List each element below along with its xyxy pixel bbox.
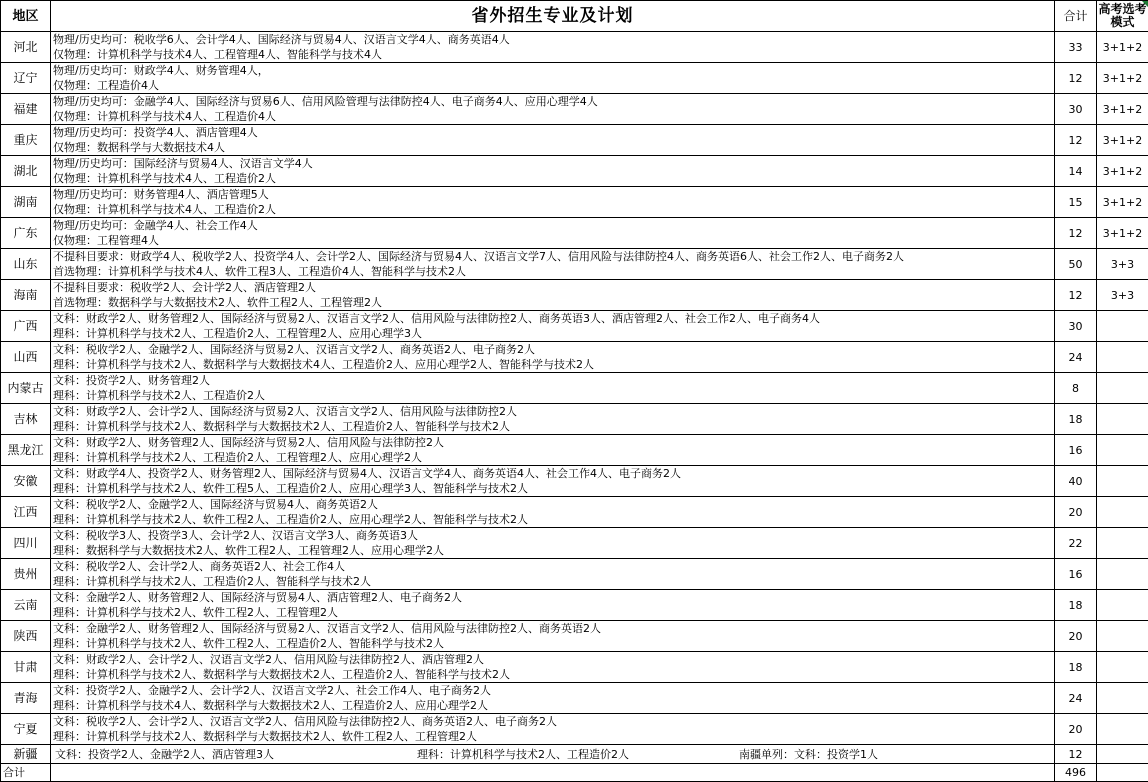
exam-mode-cell [1097,714,1148,745]
plan-cell [51,435,1055,466]
region-cell: 宁夏 [1,714,51,745]
plan-cell [51,745,1055,764]
region-cell: 黑龙江 [1,435,51,466]
exam-mode-cell: 3+1+2 [1097,94,1148,125]
region-cell: 山西 [1,342,51,373]
plan-line-2: 仅物理：计算机科学与技术4人、工程管理4人、智能科学与技术4人 [53,47,1054,62]
plan-line-2: 仅物理：工程造价4人 [53,78,1054,93]
plan-cell [51,652,1055,683]
plan-line-1: 文科：财政学4人、投资学2人、财务管理2人、国际经济与贸易4人、汉语言文学4人、商务英语4人、社会工作4人、电子商务2人 [53,466,1054,481]
region-cell: 青海 [1,683,51,714]
plan-cell [51,94,1055,125]
region-cell: 海南 [1,280,51,311]
total-cell: 15 [1055,187,1097,218]
table-row [1,311,1148,342]
region-cell: 四川 [1,528,51,559]
plan-line-2: 理科：计算机科学与技术2人、工程造价2人、工程管理2人、应用心理学3人 [53,326,1054,341]
header-total: 合计 [1055,1,1097,32]
total-cell: 22 [1055,528,1097,559]
table-row [1,280,1148,311]
grand-total-value: 496 [1055,764,1097,782]
plan-line-2: 理科：计算机科学与技术2人、工程造价2人、智能科学与技术2人 [53,574,1054,589]
region-cell: 内蒙古 [1,373,51,404]
plan-line-2: 首选物理：计算机科学与技术4人、软件工程3人、工程造价4人、智能科学与技术2人 [53,264,1054,279]
exam-mode-cell [1097,590,1148,621]
plan-line-1: 物理/历史均可：国际经济与贸易4人、汉语言文学4人 [53,156,1054,171]
plan-cell [51,218,1055,249]
total-cell: 18 [1055,652,1097,683]
xinjiang-science: 理科：计算机科学与技术2人、工程造价2人 [417,747,739,762]
total-cell: 12 [1055,745,1097,764]
total-cell: 24 [1055,342,1097,373]
plan-line-2: 理科：计算机科学与技术2人、数据科学与大数据技术2人、软件工程2人、工程管理2人 [53,729,1054,744]
exam-mode-cell [1097,373,1148,404]
plan-line-1: 文科：税收学2人、金融学2人、国际经济与贸易2人、汉语言文学2人、商务英语2人、电子商务2人 [53,342,1054,357]
table-row [1,714,1148,745]
table-row [1,94,1148,125]
total-cell: 20 [1055,497,1097,528]
table-row [1,404,1148,435]
table-row [1,683,1148,714]
table-row [1,63,1148,94]
total-cell: 8 [1055,373,1097,404]
plan-line-1: 文科：税收学2人、金融学2人、国际经济与贸易4人、商务英语2人 [53,497,1054,512]
header-exam-mode-label: 高考选考模式 [1098,2,1146,29]
grand-total-label: 合计 [1,764,51,782]
grand-total-empty [51,764,1055,782]
plan-line-1: 不提科目要求：财政学4人、税收学2人、投资学4人、会计学2人、国际经济与贸易4人、汉语言文学7人、信用风险与法律防控4人、商务英语6人、社会工作2人、电子商务2人 [53,249,1054,264]
region-cell: 辽宁 [1,63,51,94]
plan-line-1: 物理/历史均可：财政学4人、财务管理4人， [53,63,1054,78]
plan-line-1: 文科：金融学2人、财务管理2人、国际经济与贸易2人、汉语言文学2人、信用风险与法律防控2人、商务英语2人 [53,621,1054,636]
plan-cell [51,466,1055,497]
plan-cell [51,32,1055,63]
table-row [1,342,1148,373]
plan-line-1: 文科：投资学2人、财务管理2人 [53,373,1054,388]
plan-line-2: 仅物理：工程管理4人 [53,233,1054,248]
total-cell: 12 [1055,280,1097,311]
exam-mode-cell: 3+1+2 [1097,218,1148,249]
plan-line-2: 理科：计算机科学与技术2人、软件工程5人、工程造价2人、应用心理学3人、智能科学与技术2人 [53,481,1054,496]
plan-line-2: 理科：计算机科学与技术2人、软件工程2人、工程管理2人 [53,605,1054,620]
exam-mode-cell [1097,621,1148,652]
total-cell: 30 [1055,311,1097,342]
plan-line-2: 理科：数据科学与大数据技术2人、软件工程2人、工程管理2人、应用心理学2人 [53,543,1054,558]
plan-cell [51,125,1055,156]
plan-cell [51,559,1055,590]
total-cell: 20 [1055,714,1097,745]
total-cell: 20 [1055,621,1097,652]
total-cell: 16 [1055,559,1097,590]
region-cell: 湖北 [1,156,51,187]
plan-line-1: 文科：税收学2人、会计学2人、商务英语2人、社会工作4人 [53,559,1054,574]
exam-mode-cell: 3+3 [1097,249,1148,280]
cell-marker-icon [1142,1,1148,7]
plan-cell [51,342,1055,373]
xinjiang-plan [53,745,1054,763]
xinjiang-south: 南疆单列：文科：投资学1人 [739,747,878,762]
region-cell: 广东 [1,218,51,249]
plan-line-2: 理科：计算机科学与技术4人、数据科学与大数据技术2人、工程造价2人、应用心理学2人 [53,698,1054,713]
exam-mode-cell [1097,652,1148,683]
exam-mode-cell [1097,435,1148,466]
table-row [1,528,1148,559]
table-row [1,621,1148,652]
plan-line-1: 文科：财政学2人、财务管理2人、国际经济与贸易2人、汉语言文学2人、信用风险与法律防控2人、商务英语3人、酒店管理2人、社会工作2人、电子商务4人 [53,311,1054,326]
plan-line-2: 仅物理：数据科学与大数据技术4人 [53,140,1054,155]
region-cell: 陕西 [1,621,51,652]
plan-cell [51,311,1055,342]
exam-mode-cell [1097,311,1148,342]
plan-line-1: 物理/历史均可：税收学6人、会计学4人、国际经济与贸易4人、汉语言文学4人、商务英语4人 [53,32,1054,47]
region-cell: 河北 [1,32,51,63]
region-cell: 安徽 [1,466,51,497]
plan-line-2: 仅物理：计算机科学与技术4人、工程造价4人 [53,109,1054,124]
plan-line-2: 理科：计算机科学与技术2人、软件工程2人、工程造价2人、应用心理学2人、智能科学与技术2人 [53,512,1054,527]
table-row [1,590,1148,621]
region-cell: 甘肃 [1,652,51,683]
plan-cell [51,280,1055,311]
plan-line-2: 仅物理：计算机科学与技术4人、工程造价2人 [53,171,1054,186]
region-cell: 湖南 [1,187,51,218]
table-row-xinjiang [1,745,1148,764]
plan-cell [51,714,1055,745]
plan-line-1: 文科：投资学2人、金融学2人、会计学2人、汉语言文学2人、社会工作4人、电子商务2人 [53,683,1054,698]
total-cell: 12 [1055,63,1097,94]
grand-total-row [1,764,1148,782]
plan-line-1: 文科：财政学2人、会计学2人、汉语言文学2人、信用风险与法律防控2人、酒店管理2人 [53,652,1054,667]
plan-cell [51,590,1055,621]
plan-line-1: 不提科目要求：税收学2人、会计学2人、酒店管理2人 [53,280,1054,295]
plan-line-2: 理科：计算机科学与技术2人、软件工程2人、工程造价2人、智能科学与技术2人 [53,636,1054,651]
plan-cell [51,683,1055,714]
table-row [1,435,1148,466]
exam-mode-cell: 3+1+2 [1097,156,1148,187]
exam-mode-cell: 3+1+2 [1097,187,1148,218]
total-cell: 12 [1055,218,1097,249]
exam-mode-cell [1097,745,1148,764]
plan-line-1: 物理/历史均可：金融学4人、社会工作4人 [53,218,1054,233]
total-cell: 33 [1055,32,1097,63]
grand-total-mode [1097,764,1148,782]
plan-cell [51,156,1055,187]
exam-mode-cell [1097,342,1148,373]
header-exam-mode [1097,1,1148,32]
total-cell: 40 [1055,466,1097,497]
total-cell: 24 [1055,683,1097,714]
plan-cell [51,373,1055,404]
region-cell: 广西 [1,311,51,342]
plan-line-1: 文科：财政学2人、会计学2人、国际经济与贸易2人、汉语言文学2人、信用风险与法律防控2人 [53,404,1054,419]
exam-mode-cell [1097,683,1148,714]
region-cell: 云南 [1,590,51,621]
plan-cell [51,187,1055,218]
region-cell: 福建 [1,94,51,125]
plan-line-2: 理科：计算机科学与技术2人、数据科学与大数据技术2人、工程造价2人、智能科学与技术2人 [53,419,1054,434]
plan-line-2: 理科：计算机科学与技术2人、数据科学与大数据技术4人、工程造价2人、应用心理学2人、智能科学与技术2人 [53,357,1054,372]
region-cell: 贵州 [1,559,51,590]
table-row [1,125,1148,156]
plan-line-1: 文科：税收学2人、会计学2人、汉语言文学2人、信用风险与法律防控2人、商务英语2人、电子商务2人 [53,714,1054,729]
total-cell: 16 [1055,435,1097,466]
plan-line-2: 理科：计算机科学与技术2人、数据科学与大数据技术2人、工程造价2人、智能科学与技术2人 [53,667,1054,682]
table-row [1,156,1148,187]
plan-line-1: 文科：财政学2人、财务管理2人、国际经济与贸易2人、信用风险与法律防控2人 [53,435,1054,450]
table-row [1,187,1148,218]
table-row [1,652,1148,683]
plan-cell [51,528,1055,559]
plan-line-2: 理科：计算机科学与技术2人、工程造价2人 [53,388,1054,403]
xinjiang-arts: 文科：投资学2人、金融学2人、酒店管理3人 [55,747,417,762]
total-cell: 30 [1055,94,1097,125]
total-cell: 14 [1055,156,1097,187]
exam-mode-cell [1097,559,1148,590]
total-cell: 18 [1055,590,1097,621]
table-row [1,497,1148,528]
total-cell: 50 [1055,249,1097,280]
plan-cell [51,404,1055,435]
table-title: 省外招生专业及计划 [51,1,1055,32]
header-row [1,1,1148,32]
plan-cell [51,63,1055,94]
region-cell: 重庆 [1,125,51,156]
plan-line-2: 首选物理：数据科学与大数据技术2人、软件工程2人、工程管理2人 [53,295,1054,310]
exam-mode-cell: 3+1+2 [1097,63,1148,94]
table-row [1,559,1148,590]
plan-cell [51,249,1055,280]
plan-line-1: 文科：金融学2人、财务管理2人、国际经济与贸易4人、酒店管理2人、电子商务2人 [53,590,1054,605]
exam-mode-cell: 3+1+2 [1097,32,1148,63]
exam-mode-cell [1097,497,1148,528]
table-row [1,218,1148,249]
plan-line-1: 物理/历史均可：金融学4人、国际经济与贸易6人、信用风险管理与法律防控4人、电子商务4人、应用心理学4人 [53,94,1054,109]
region-cell: 山东 [1,249,51,280]
plan-cell [51,621,1055,652]
region-cell: 新疆 [1,745,51,764]
exam-mode-cell [1097,466,1148,497]
plan-line-1: 文科：税收学3人、投资学3人、会计学2人、汉语言文学3人、商务英语3人 [53,528,1054,543]
table-row [1,466,1148,497]
plan-line-1: 物理/历史均可：财务管理4人、酒店管理5人 [53,187,1054,202]
header-region: 地区 [1,1,51,32]
plan-line-1: 物理/历史均可：投资学4人、酒店管理4人 [53,125,1054,140]
exam-mode-cell: 3+3 [1097,280,1148,311]
region-cell: 江西 [1,497,51,528]
exam-mode-cell [1097,528,1148,559]
exam-mode-cell: 3+1+2 [1097,125,1148,156]
total-cell: 12 [1055,125,1097,156]
plan-line-2: 理科：计算机科学与技术2人、工程造价2人、工程管理2人、应用心理学2人 [53,450,1054,465]
exam-mode-cell [1097,404,1148,435]
table-row [1,249,1148,280]
table-row [1,373,1148,404]
total-cell: 18 [1055,404,1097,435]
plan-cell [51,497,1055,528]
table-row [1,32,1148,63]
plan-line-2: 仅物理：计算机科学与技术4人、工程造价2人 [53,202,1054,217]
region-cell: 吉林 [1,404,51,435]
